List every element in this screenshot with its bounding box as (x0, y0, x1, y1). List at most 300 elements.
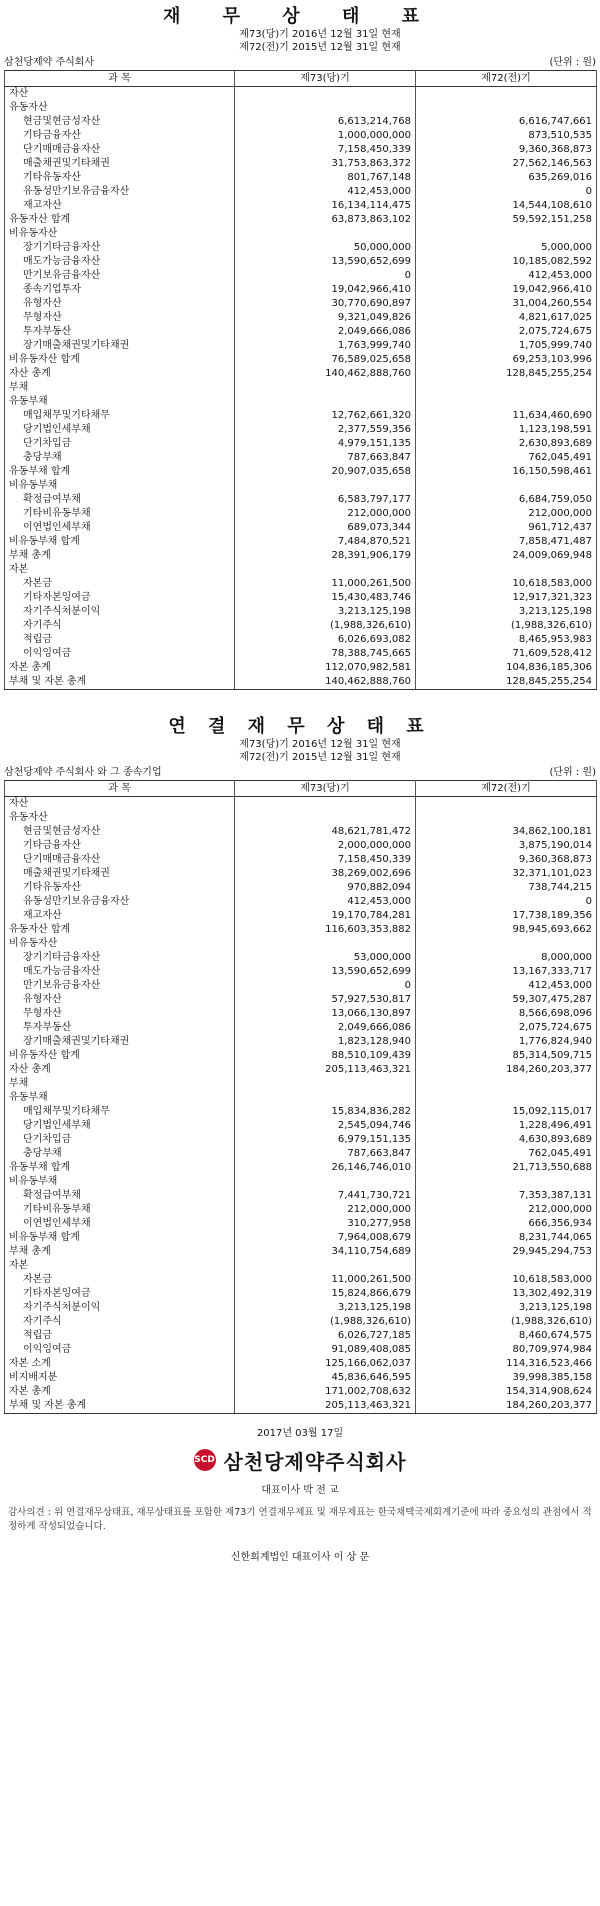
account-cell: 유동부채 합계 (5, 1161, 235, 1175)
current-value-cell (235, 1175, 416, 1189)
previous-value-cell: 212,000,000 (416, 507, 597, 521)
current-value-cell: 13,066,130,897 (235, 1007, 416, 1021)
account-cell: 적립금 (5, 633, 235, 647)
table-row (5, 1189, 597, 1203)
table-row (5, 395, 597, 409)
previous-value-cell: 9,360,368,873 (416, 143, 597, 157)
account-cell: 기타금융자산 (5, 129, 235, 143)
current-value-cell: 45,836,646,595 (235, 1371, 416, 1385)
csfp-table (4, 780, 597, 1414)
account-cell: 적립금 (5, 1329, 235, 1343)
table-row (5, 1357, 597, 1371)
csfp-title: 연 결 재 무 상 태 표 (168, 716, 432, 737)
current-value-cell (235, 811, 416, 825)
account-cell: 단기매매금융자산 (5, 853, 235, 867)
table-row (5, 1133, 597, 1147)
current-value-cell: 0 (235, 979, 416, 993)
previous-value-cell: 24,009,069,948 (416, 549, 597, 563)
previous-value-cell: 98,945,693,662 (416, 923, 597, 937)
account-cell: 장기매출채권및기타채권 (5, 1035, 235, 1049)
current-value-cell (235, 1091, 416, 1105)
table-row (5, 451, 597, 465)
previous-value-cell: 1,705,999,740 (416, 339, 597, 353)
previous-value-cell: 4,821,617,025 (416, 311, 597, 325)
account-cell: 비유동부채 (5, 1175, 235, 1189)
previous-value-cell: 412,453,000 (416, 269, 597, 283)
previous-value-cell: 1,776,824,940 (416, 1035, 597, 1049)
table-row (5, 1259, 597, 1273)
previous-value-cell: 0 (416, 895, 597, 909)
table-row (5, 1399, 597, 1414)
header-current: 제73(당)기 (235, 71, 416, 87)
current-value-cell: 689,073,344 (235, 521, 416, 535)
current-value-cell: 15,824,866,679 (235, 1287, 416, 1301)
current-value-cell: 13,590,652,699 (235, 965, 416, 979)
csfp-period-previous: 제72(전)기 2015년 12월 31일 현재 (239, 752, 401, 763)
sfp-table-body (5, 87, 597, 690)
previous-value-cell (416, 381, 597, 395)
previous-value-cell: 31,004,260,554 (416, 297, 597, 311)
account-cell: 장기기타금융자산 (5, 951, 235, 965)
table-row (5, 465, 597, 479)
previous-value-cell: 184,260,203,377 (416, 1399, 597, 1414)
previous-value-cell (416, 563, 597, 577)
current-value-cell (235, 1077, 416, 1091)
previous-value-cell (416, 101, 597, 115)
previous-value-cell: 71,609,528,412 (416, 647, 597, 661)
table-row (5, 675, 597, 690)
account-cell: 부채 총계 (5, 1245, 235, 1259)
table-row (5, 647, 597, 661)
current-value-cell: 7,158,450,339 (235, 853, 416, 867)
csfp-unit: (단위 : 원) (549, 767, 596, 778)
current-value-cell: 12,762,661,320 (235, 409, 416, 423)
previous-value-cell: 8,231,744,065 (416, 1231, 597, 1245)
table-row (5, 563, 597, 577)
current-value-cell: 63,873,863,102 (235, 213, 416, 227)
previous-value-cell: 11,634,460,690 (416, 409, 597, 423)
account-cell: 기타유동자산 (5, 881, 235, 895)
account-cell: 만기보유금융자산 (5, 979, 235, 993)
table-row (5, 895, 597, 909)
table-row (5, 1021, 597, 1035)
current-value-cell: 20,907,035,658 (235, 465, 416, 479)
current-value-cell: 13,590,652,699 (235, 255, 416, 269)
current-value-cell: 7,158,450,339 (235, 143, 416, 157)
previous-value-cell: 961,712,437 (416, 521, 597, 535)
table-row (5, 157, 597, 171)
current-value-cell: 310,277,958 (235, 1217, 416, 1231)
current-value-cell: (1,988,326,610) (235, 1315, 416, 1329)
csfp-company-name: 삼천당제약 주식회사 와 그 종속기업 (4, 767, 162, 778)
account-cell: 현금및현금성자산 (5, 115, 235, 129)
table-row (5, 423, 597, 437)
current-value-cell: 2,049,666,086 (235, 325, 416, 339)
previous-value-cell: 10,618,583,000 (416, 577, 597, 591)
current-value-cell: 212,000,000 (235, 1203, 416, 1217)
current-value-cell: 171,002,708,632 (235, 1385, 416, 1399)
table-row (5, 269, 597, 283)
account-cell: 무형자산 (5, 1007, 235, 1021)
table-row (5, 811, 597, 825)
previous-value-cell: 1,228,496,491 (416, 1119, 597, 1133)
account-cell: 이익잉여금 (5, 647, 235, 661)
current-value-cell: 91,089,408,085 (235, 1343, 416, 1357)
table-row (5, 1301, 597, 1315)
current-value-cell: 2,049,666,086 (235, 1021, 416, 1035)
current-value-cell: 801,767,148 (235, 171, 416, 185)
account-cell: 무형자산 (5, 311, 235, 325)
previous-value-cell: 2,075,724,675 (416, 325, 597, 339)
previous-value-cell (416, 1077, 597, 1091)
previous-value-cell: 12,917,321,323 (416, 591, 597, 605)
previous-value-cell: 3,213,125,198 (416, 605, 597, 619)
table-row (5, 1161, 597, 1175)
table-row (5, 1035, 597, 1049)
current-value-cell: 34,110,754,689 (235, 1245, 416, 1259)
table-row (5, 367, 597, 381)
table-row (5, 199, 597, 213)
account-cell: 충당부채 (5, 1147, 235, 1161)
previous-value-cell: 16,150,598,461 (416, 465, 597, 479)
previous-value-cell: 59,307,475,287 (416, 993, 597, 1007)
account-cell: 매도가능금융자산 (5, 255, 235, 269)
previous-value-cell: 8,566,698,096 (416, 1007, 597, 1021)
account-cell: 이연법인세부채 (5, 1217, 235, 1231)
account-cell: 투자부동산 (5, 1021, 235, 1035)
account-cell: 이익잉여금 (5, 1343, 235, 1357)
table-row (5, 437, 597, 451)
previous-value-cell (416, 395, 597, 409)
previous-value-cell: 412,453,000 (416, 979, 597, 993)
previous-value-cell: 59,592,151,258 (416, 213, 597, 227)
current-value-cell: 38,269,002,696 (235, 867, 416, 881)
account-cell: 기타유동자산 (5, 171, 235, 185)
table-row (5, 1273, 597, 1287)
page (0, 6, 600, 1906)
previous-value-cell: 6,684,759,050 (416, 493, 597, 507)
table-row (5, 923, 597, 937)
audit-opinion: 감사의견 : 위 연결재무상태표, 재무상태표를 포함한 제73기 연결재무제표 및 재무제표는 한국채택국제회계기준에 따라 중요성의 관점에서 적정하게 작성되었습니다. (8, 1507, 592, 1532)
table-row (5, 1231, 597, 1245)
current-value-cell: 19,042,966,410 (235, 283, 416, 297)
current-value-cell (235, 1259, 416, 1273)
account-cell: 매도가능금융자산 (5, 965, 235, 979)
account-cell: 자산 (5, 797, 235, 812)
table-row (5, 937, 597, 951)
account-cell: 확정급여부채 (5, 493, 235, 507)
table-row (5, 1245, 597, 1259)
previous-value-cell: 80,709,974,984 (416, 1343, 597, 1357)
current-value-cell: 50,000,000 (235, 241, 416, 255)
account-cell: 부채 및 자본 총계 (5, 675, 235, 690)
table-row (5, 535, 597, 549)
header-previous: 제72(전)기 (416, 71, 597, 87)
current-value-cell: 7,964,008,679 (235, 1231, 416, 1245)
current-value-cell: 26,146,746,010 (235, 1161, 416, 1175)
current-value-cell: 116,603,353,882 (235, 923, 416, 937)
account-cell: 당기법인세부채 (5, 423, 235, 437)
table-row (5, 115, 597, 129)
table-row (5, 619, 597, 633)
table-row (5, 227, 597, 241)
header-account: 과 목 (5, 71, 235, 87)
account-cell: 매출채권및기타채권 (5, 867, 235, 881)
table-row (5, 255, 597, 269)
table-row (5, 577, 597, 591)
previous-value-cell: 762,045,491 (416, 451, 597, 465)
current-value-cell (235, 563, 416, 577)
previous-value-cell (416, 1175, 597, 1189)
account-cell: 기타비유동부채 (5, 1203, 235, 1217)
header-previous: 제72(전)기 (416, 781, 597, 797)
current-value-cell: 412,453,000 (235, 895, 416, 909)
account-cell: 자본 총계 (5, 1385, 235, 1399)
table-row (5, 909, 597, 923)
table-row (5, 867, 597, 881)
current-value-cell: 78,388,745,665 (235, 647, 416, 661)
auditor-name: 신한회계법인 대표이사 이 상 문 (230, 1552, 370, 1563)
previous-value-cell (416, 227, 597, 241)
table-row (5, 185, 597, 199)
table-row (5, 1091, 597, 1105)
company-logo (0, 1445, 600, 1475)
table-row (5, 381, 597, 395)
account-cell: 유동성만기보유금융자산 (5, 895, 235, 909)
table-row (5, 129, 597, 143)
sfp-title: 재 무 상 태 표 (162, 6, 437, 27)
account-cell: 비유동자산 합계 (5, 353, 235, 367)
previous-value-cell (416, 937, 597, 951)
previous-value-cell: 5,000,000 (416, 241, 597, 255)
current-value-cell: 205,113,463,321 (235, 1063, 416, 1077)
table-row (5, 979, 597, 993)
previous-value-cell: 635,269,016 (416, 171, 597, 185)
current-value-cell: 1,763,999,740 (235, 339, 416, 353)
previous-value-cell: (1,988,326,610) (416, 1315, 597, 1329)
table-row (5, 993, 597, 1007)
account-cell: 부채 (5, 381, 235, 395)
previous-value-cell: 17,738,189,356 (416, 909, 597, 923)
previous-value-cell: 2,075,724,675 (416, 1021, 597, 1035)
account-cell: 비유동자산 합계 (5, 1049, 235, 1063)
current-value-cell: 9,321,049,826 (235, 311, 416, 325)
previous-value-cell (416, 479, 597, 493)
current-value-cell: 140,462,888,760 (235, 367, 416, 381)
previous-value-cell: 762,045,491 (416, 1147, 597, 1161)
previous-value-cell (416, 797, 597, 812)
previous-value-cell: 34,862,100,181 (416, 825, 597, 839)
account-cell: 유동성만기보유금융자산 (5, 185, 235, 199)
sfp-company-line (4, 56, 596, 70)
account-cell: 단기매매금융자산 (5, 143, 235, 157)
account-cell: 종속기업투자 (5, 283, 235, 297)
table-row (5, 839, 597, 853)
account-cell: 자기주식처분이익 (5, 605, 235, 619)
current-value-cell: 1,000,000,000 (235, 129, 416, 143)
account-cell: 유형자산 (5, 993, 235, 1007)
account-cell: 자본 (5, 563, 235, 577)
account-cell: 자본금 (5, 1273, 235, 1287)
previous-value-cell: 3,875,190,014 (416, 839, 597, 853)
previous-value-cell: 104,836,185,306 (416, 661, 597, 675)
current-value-cell: 205,113,463,321 (235, 1399, 416, 1414)
sfp-header-row (5, 71, 597, 87)
table-row (5, 633, 597, 647)
current-value-cell: 6,583,797,177 (235, 493, 416, 507)
table-row (5, 353, 597, 367)
current-value-cell: 16,134,114,475 (235, 199, 416, 213)
account-cell: 기타비유동부채 (5, 507, 235, 521)
previous-value-cell: 15,092,115,017 (416, 1105, 597, 1119)
header-account: 과 목 (5, 781, 235, 797)
table-row (5, 521, 597, 535)
previous-value-cell: 14,544,108,610 (416, 199, 597, 213)
account-cell: 유동자산 합계 (5, 213, 235, 227)
current-value-cell (235, 227, 416, 241)
ceo-name: 대표이사 박 전 교 (261, 1485, 339, 1496)
account-cell: 유동부채 (5, 395, 235, 409)
current-value-cell: 30,770,690,897 (235, 297, 416, 311)
account-cell: 자산 (5, 87, 235, 102)
account-cell: 비지배지분 (5, 1371, 235, 1385)
account-cell: 자본 총계 (5, 661, 235, 675)
table-row (5, 1371, 597, 1385)
table-row (5, 1287, 597, 1301)
account-cell: 기타자본잉여금 (5, 591, 235, 605)
account-cell: 비유동부채 합계 (5, 535, 235, 549)
previous-value-cell: 7,353,387,131 (416, 1189, 597, 1203)
previous-value-cell: 32,371,101,023 (416, 867, 597, 881)
account-cell: 부채 (5, 1077, 235, 1091)
previous-value-cell (416, 1259, 597, 1273)
current-value-cell: 6,026,693,082 (235, 633, 416, 647)
table-row (5, 1049, 597, 1063)
current-value-cell: 6,026,727,185 (235, 1329, 416, 1343)
account-cell: 비유동자산 (5, 937, 235, 951)
table-row (5, 1105, 597, 1119)
table-row (5, 325, 597, 339)
current-value-cell: 970,882,094 (235, 881, 416, 895)
table-row (5, 1217, 597, 1231)
previous-value-cell: 85,314,509,715 (416, 1049, 597, 1063)
current-value-cell: 31,753,863,372 (235, 157, 416, 171)
account-cell: 유동부채 (5, 1091, 235, 1105)
table-row (5, 143, 597, 157)
account-cell: 현금및현금성자산 (5, 825, 235, 839)
csfp-company-line (4, 766, 596, 780)
previous-value-cell: 1,123,198,591 (416, 423, 597, 437)
account-cell: 자기주식 (5, 619, 235, 633)
previous-value-cell: 873,510,535 (416, 129, 597, 143)
csfp-period-current: 제73(당)기 2016년 12월 31일 현재 (239, 739, 401, 750)
account-cell: 유동자산 (5, 811, 235, 825)
table-row (5, 661, 597, 675)
table-row (5, 1315, 597, 1329)
previous-value-cell: 0 (416, 185, 597, 199)
previous-value-cell (416, 811, 597, 825)
current-value-cell: 76,589,025,658 (235, 353, 416, 367)
account-cell: 매입채무및기타채무 (5, 1105, 235, 1119)
table-row (5, 549, 597, 563)
previous-value-cell (416, 1091, 597, 1105)
current-value-cell: 3,213,125,198 (235, 605, 416, 619)
csfp-table-body (5, 797, 597, 1414)
account-cell: 자본 (5, 1259, 235, 1273)
previous-value-cell: 2,630,893,689 (416, 437, 597, 451)
account-cell: 비유동부채 합계 (5, 1231, 235, 1245)
current-value-cell: 28,391,906,179 (235, 549, 416, 563)
current-value-cell: 11,000,261,500 (235, 1273, 416, 1287)
table-row (5, 311, 597, 325)
account-cell: 매출채권및기타채권 (5, 157, 235, 171)
account-cell: 자본금 (5, 577, 235, 591)
current-value-cell: 15,834,836,282 (235, 1105, 416, 1119)
table-row (5, 1119, 597, 1133)
account-cell: 비유동자산 (5, 227, 235, 241)
account-cell: 투자부동산 (5, 325, 235, 339)
current-value-cell: 48,621,781,472 (235, 825, 416, 839)
previous-value-cell: 21,713,550,688 (416, 1161, 597, 1175)
current-value-cell: 53,000,000 (235, 951, 416, 965)
previous-value-cell: 8,460,674,575 (416, 1329, 597, 1343)
sfp-period-previous: 제72(전)기 2015년 12월 31일 현재 (239, 42, 401, 53)
account-cell: 재고자산 (5, 909, 235, 923)
logo-mark-icon: SCD (194, 1449, 216, 1471)
current-value-cell (235, 395, 416, 409)
table-row (5, 1385, 597, 1399)
previous-value-cell: 4,630,893,689 (416, 1133, 597, 1147)
account-cell: 기타자본잉여금 (5, 1287, 235, 1301)
table-row (5, 605, 597, 619)
account-cell: 유형자산 (5, 297, 235, 311)
table-row (5, 507, 597, 521)
previous-value-cell: 3,213,125,198 (416, 1301, 597, 1315)
current-value-cell (235, 479, 416, 493)
previous-value-cell: 212,000,000 (416, 1203, 597, 1217)
sfp-company-name: 삼천당제약 주식회사 (4, 57, 95, 68)
current-value-cell: 4,979,151,135 (235, 437, 416, 451)
account-cell: 만기보유금융자산 (5, 269, 235, 283)
account-cell: 장기매출채권및기타채권 (5, 339, 235, 353)
account-cell: 단기차입금 (5, 1133, 235, 1147)
previous-value-cell (416, 87, 597, 102)
previous-value-cell: 738,744,215 (416, 881, 597, 895)
account-cell: 자본 소계 (5, 1357, 235, 1371)
current-value-cell (235, 87, 416, 102)
table-row (5, 409, 597, 423)
previous-value-cell: 8,465,953,983 (416, 633, 597, 647)
previous-value-cell: 69,253,103,996 (416, 353, 597, 367)
table-row (5, 797, 597, 812)
previous-value-cell: 39,998,385,158 (416, 1371, 597, 1385)
current-value-cell: 2,377,559,356 (235, 423, 416, 437)
table-row (5, 1147, 597, 1161)
account-cell: 자산 총계 (5, 367, 235, 381)
logo-text: 삼천당제약주식회사 (223, 1449, 407, 1474)
table-row (5, 297, 597, 311)
account-cell: 자기주식처분이익 (5, 1301, 235, 1315)
table-row (5, 1343, 597, 1357)
table-row (5, 171, 597, 185)
current-value-cell (235, 381, 416, 395)
current-value-cell: (1,988,326,610) (235, 619, 416, 633)
account-cell: 장기기타금융자산 (5, 241, 235, 255)
table-row (5, 591, 597, 605)
previous-value-cell: 13,167,333,717 (416, 965, 597, 979)
previous-value-cell: 6,616,747,661 (416, 115, 597, 129)
previous-value-cell: 19,042,966,410 (416, 283, 597, 297)
